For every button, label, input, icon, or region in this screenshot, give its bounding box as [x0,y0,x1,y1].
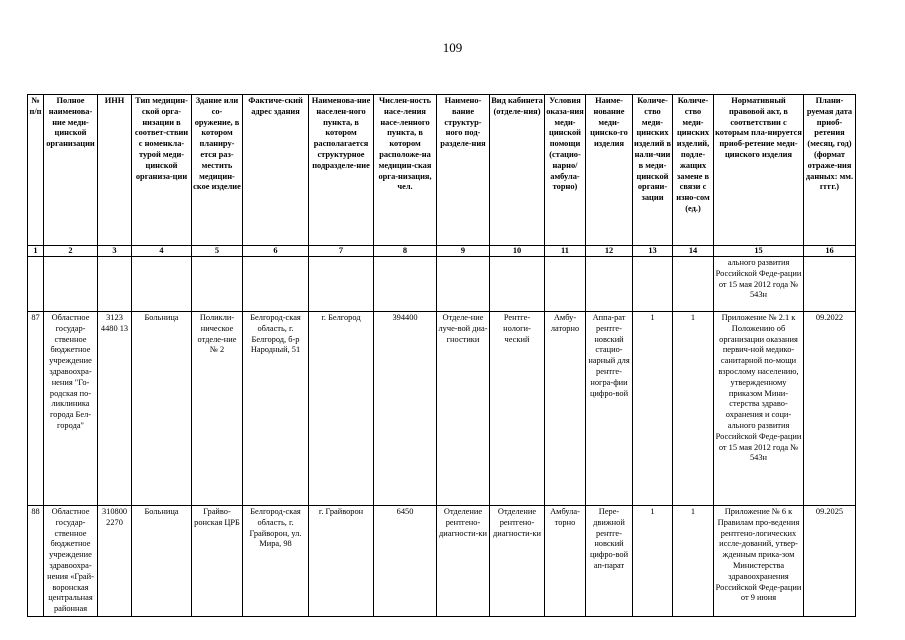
building-cell: Грайво-ронская ЦРБ [192,506,243,617]
organization-cell: Областное государ-ственное бюджетное учреждение здравоохра-нения "Го-родская по-ликлиника города Бел-города" [44,312,98,506]
device-count-cell: 1 [633,312,673,506]
header-cell-inn: ИНН [98,95,132,246]
purchase-date-cell: 09.2022 [804,312,856,506]
header-cell-purchase-date: Плани-руемая дата приоб-ретения (месяц, год) (формат отраже-ния данных: мм. гггг.) [804,95,856,246]
row-number-cell: 87 [28,312,44,506]
header-cell-legal-act: Нормативный правовой акт, в соответствии с которым пла-нируется приоб-ретение меди-цинского изделия [714,95,804,246]
table-cell [804,257,856,312]
column-number-cell: 7 [309,246,374,257]
header-cell-population: Числен-ность насе-ления насе-ленного пункта, в котором расположе-на медицин-ская орга-низация, чел. [374,95,437,246]
table-cell [374,257,437,312]
device-name-cell: Аппа-рат рентге-новский стацио-нарный для рентге-ногра-фии цифро-вой [586,312,633,506]
building-cell: Поликли-ническое отделе-ние № 2 [192,312,243,506]
header-cell-org-type: Тип медицин-ской орга-низации в соответ-ствии с номенкла-турой меди-цинской организа-ции [132,95,192,246]
table-cell [98,257,132,312]
table-cell [633,257,673,312]
care-conditions-cell: Амбу-латорно [545,312,586,506]
population-cell: 394400 [374,312,437,506]
inn-cell: 310800 2270 [98,506,132,617]
table-row [28,312,856,506]
header-cell-number: № п/п [28,95,44,246]
table-cell [437,257,490,312]
column-number-cell: 2 [44,246,98,257]
table-cell [545,257,586,312]
header-cell-device-count: Количе-ство меди-цинских изделий в нали-чии в меди-цинской органи-зации [633,95,673,246]
purchase-date-cell: 09.2025 [804,506,856,617]
column-number-cell: 3 [98,246,132,257]
header-cell-settlement: Наименова-ние населен-ного пункта, в котором располагается структурное подразделе-ние [309,95,374,246]
table-row [28,506,856,617]
header-cell-office-type: Вид кабинета (отделе-ния) [490,95,545,246]
column-number-cell: 1 [28,246,44,257]
header-cell-address: Фактиче-ский адрес здания [243,95,309,246]
column-number-cell: 14 [673,246,714,257]
org-type-cell: Больница [132,312,192,506]
device-name-cell: Пере-движной рентге-новский цифро-вой ап-парат [586,506,633,617]
table-cell [586,257,633,312]
column-number-cell: 9 [437,246,490,257]
table-cell [490,257,545,312]
population-cell: 6450 [374,506,437,617]
header-cell-care-conditions: Условия оказа-ния меди-цинской помощи (стацио-нарно/ амбула-торно) [545,95,586,246]
column-number-cell: 6 [243,246,309,257]
care-conditions-cell: Амбула-торно [545,506,586,617]
column-number-cell: 16 [804,246,856,257]
org-type-cell: Больница [132,506,192,617]
table-cell [309,257,374,312]
address-cell: Белгород-ская область, г. Белгород, б-р Народный, 51 [243,312,309,506]
settlement-cell: г. Грайворон [309,506,374,617]
medical-equipment-table [27,94,856,617]
organization-cell: Областное государ-ственное бюджетное учреждение здравоохра-нения «Грай-воронская центральная районная [44,506,98,617]
table-cell [44,257,98,312]
header-cell-unit: Наимено-вание структур-ного под-разделе-ния [437,95,490,246]
row-number-cell: 88 [28,506,44,617]
column-number-cell: 13 [633,246,673,257]
column-number-cell: 11 [545,246,586,257]
office-type-cell: Рентге-нологи-ческий [490,312,545,506]
table-header-row [28,95,856,246]
column-number-row [28,246,856,257]
header-cell-replace-count: Количе-ство меди-цинских изделий, подле-жащих замене в связи с изно-сом (ед.) [673,95,714,246]
table-cell [132,257,192,312]
inn-cell: 3123 4480 13 [98,312,132,506]
column-number-cell: 12 [586,246,633,257]
unit-cell: Отделе-ние луче-вой диа-гностики [437,312,490,506]
unit-cell: Отделение рентгено-диагности-ки [437,506,490,617]
table-cell [28,257,44,312]
table-cell [243,257,309,312]
header-cell-device-name: Наиме-нование меди-цинско-го изделия [586,95,633,246]
page-number: 109 [442,40,463,55]
table-cell [192,257,243,312]
column-number-cell: 10 [490,246,545,257]
header-cell-building: Здание или со-оружение, в котором планиру-ется раз-местить медицин-ское изделие [192,95,243,246]
column-number-cell: 4 [132,246,192,257]
settlement-cell: г. Белгород [309,312,374,506]
legal-act-cell: ального развития Российской Феде-рации от 15 мая 2012 года № 543н [714,257,804,312]
office-type-cell: Отделение рентгено-диагности-ки [490,506,545,617]
column-number-cell: 8 [374,246,437,257]
column-number-cell: 5 [192,246,243,257]
device-count-cell: 1 [633,506,673,617]
address-cell: Белгород-ская область, г. Грайворон, ул. Мира, 98 [243,506,309,617]
legal-act-cell: Приложение № 2.1 к Положению об организации оказания первич-ной медико-санитарной по-мощи взрослому населению, утвержденному приказом Мини-стерства здраво-охранения и соци-ального развития Российской Феде-рации от 15 мая 2012 года № 543н [714,312,804,506]
replace-count-cell: 1 [673,506,714,617]
continuation-row [28,257,856,312]
header-cell-organization: Полное наименова-ние меди-цинской организации [44,95,98,246]
legal-act-cell: Приложение № 6 к Правилам про-ведения рентгено-логических иссле-дований, утвер-жденным прика-зом Министерства здравоохранения Российской Феде-рации от 9 июня [714,506,804,617]
replace-count-cell: 1 [673,312,714,506]
column-number-cell: 15 [714,246,804,257]
table-cell [673,257,714,312]
